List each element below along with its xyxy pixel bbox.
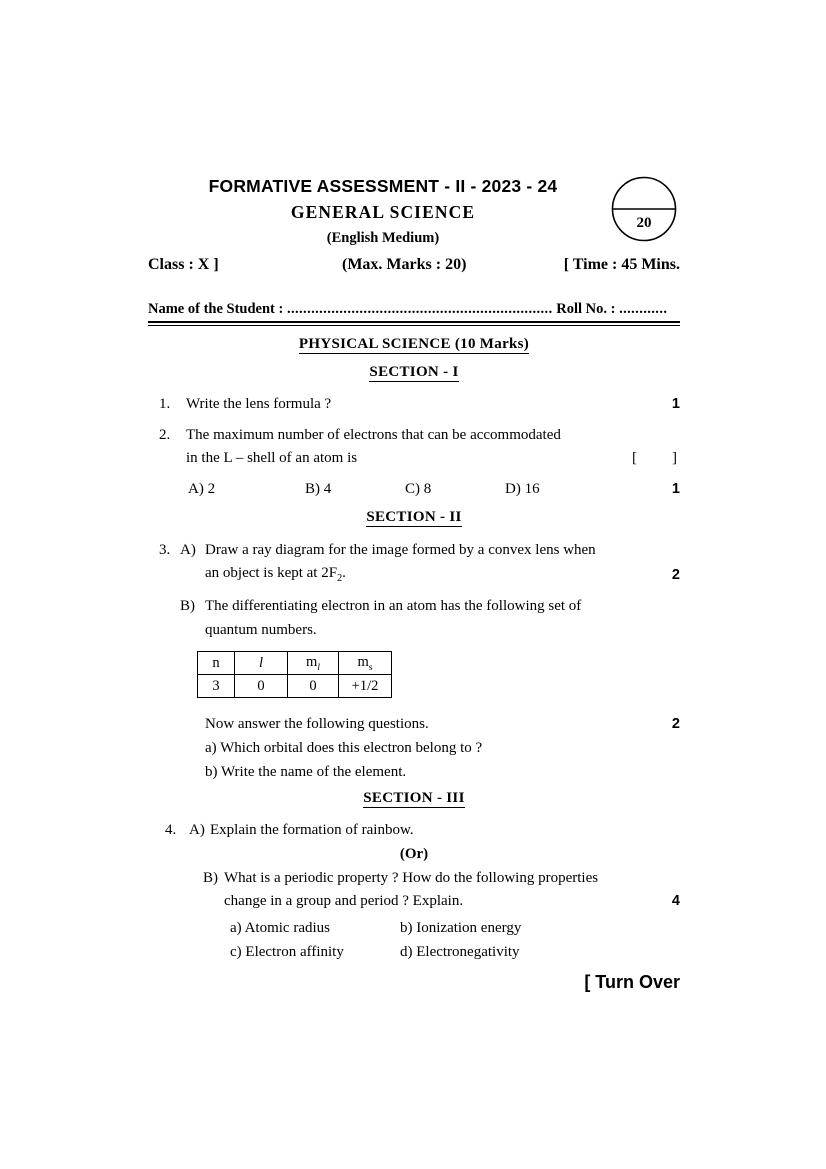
table-cell-ms: +1/2 <box>339 675 392 698</box>
q2-answer-bracket-open[interactable]: [ <box>632 450 637 466</box>
q3-followup-marks: 2 <box>671 716 680 732</box>
q2-marks: 1 <box>671 481 680 497</box>
q4-option-a: a) Atomic radius <box>230 920 330 936</box>
q1-marks: 1 <box>671 396 680 412</box>
table-row-header <box>198 652 392 675</box>
q4-part-a-label: A) <box>189 822 205 838</box>
roll-no-blank[interactable]: ............ <box>619 301 668 317</box>
q4-part-a-text: Explain the formation of rainbow. <box>210 822 414 838</box>
section-iii-heading: SECTION - III <box>363 790 465 806</box>
table-header-ms: $m_s$ <box>339 652 392 675</box>
quantum-numbers-table <box>197 651 392 698</box>
medium-label: (English Medium) <box>326 230 440 246</box>
q3-sub-b: b) Write the name of the element. <box>205 764 407 780</box>
q3-part-a-line2 <box>205 565 346 587</box>
q2-text-line1: The maximum number of electrons that can be accommodated <box>186 427 561 443</box>
q4-option-c: c) Electron affinity <box>230 944 344 960</box>
table-header-ml: $m_l$ <box>288 652 339 675</box>
marks-badge-number: 20 <box>636 215 652 231</box>
q4-option-d: d) Electronegativity <box>400 944 520 960</box>
table-cell-ml: 0 <box>288 675 339 698</box>
q4-marks: 4 <box>671 893 680 909</box>
q4-or-label: (Or) <box>399 846 429 862</box>
student-name-roll-line <box>148 301 680 321</box>
table-row <box>198 675 392 698</box>
student-name-blank[interactable]: .................................................................. <box>286 301 553 317</box>
subject-title: GENERAL SCIENCE <box>290 202 476 222</box>
q3-followup-text: Now answer the following questions. <box>205 716 429 732</box>
q4-option-b: b) Ionization energy <box>400 920 522 936</box>
q4-number: 4. <box>165 822 177 838</box>
physical-science-heading: PHYSICAL SCIENCE (10 Marks) <box>298 336 530 352</box>
table-header-n: n <box>198 652 235 675</box>
q4-part-b-line1: What is a periodic property ? How do the following properties <box>224 870 599 886</box>
q3-part-a-line2-sub: 2 <box>337 573 343 584</box>
q1-text: Write the lens formula ? <box>186 396 332 412</box>
q2-option-c[interactable]: C) 8 <box>405 481 432 497</box>
q3-part-a-label: A) <box>180 542 196 558</box>
exam-title: FORMATIVE ASSESSMENT - II - 2023 - 24 <box>208 176 558 196</box>
q2-option-a[interactable]: A) 2 <box>188 481 216 497</box>
q4-part-b-label: B) <box>203 870 218 886</box>
class-marks-time-row <box>148 256 680 278</box>
table-cell-n: 3 <box>198 675 235 698</box>
q3-part-a-line1: Draw a ray diagram for the image formed by a convex lens when <box>205 542 596 558</box>
marks-badge-circle <box>611 176 677 242</box>
q3-sub-a: a) Which orbital does this electron belong to ? <box>205 740 483 756</box>
student-name-label: Name of the Student : <box>148 301 287 317</box>
q3-part-a-line2-post: . <box>342 565 346 581</box>
table-cell-l: 0 <box>235 675 288 698</box>
q3-part-b-line1: The differentiating electron in an atom has the following set of <box>205 598 582 614</box>
q2-answer-bracket-close[interactable]: ] <box>672 450 677 466</box>
class-label: Class : X ] <box>148 256 219 273</box>
section-ii-heading: SECTION - II <box>366 509 462 525</box>
q3-part-b-line2: quantum numbers. <box>205 622 317 638</box>
q3-number: 3. <box>159 542 171 558</box>
table-header-l: l <box>235 652 288 675</box>
turn-over-label: [ Turn Over <box>584 972 680 992</box>
q2-number: 2. <box>159 427 171 443</box>
q3-part-b-label: B) <box>180 598 195 614</box>
max-marks-label: (Max. Marks : 20) <box>342 256 467 273</box>
q2-option-d[interactable]: D) 16 <box>505 481 540 497</box>
q3-part-a-marks: 2 <box>671 567 680 583</box>
header-rule-thin <box>148 325 680 326</box>
roll-no-label: Roll No. : <box>552 301 620 317</box>
section-i-heading: SECTION - I <box>369 364 459 380</box>
q2-option-b[interactable]: B) 4 <box>305 481 332 497</box>
q1-number: 1. <box>159 396 171 412</box>
time-label: [ Time : 45 Mins. <box>563 256 680 273</box>
q2-text-line2: in the L – shell of an atom is <box>186 450 358 466</box>
q3-part-a-line2-pre: an object is kept at 2F <box>205 565 338 581</box>
q4-part-b-line2: change in a group and period ? Explain. <box>224 893 464 909</box>
header-rule-thick <box>148 321 680 323</box>
